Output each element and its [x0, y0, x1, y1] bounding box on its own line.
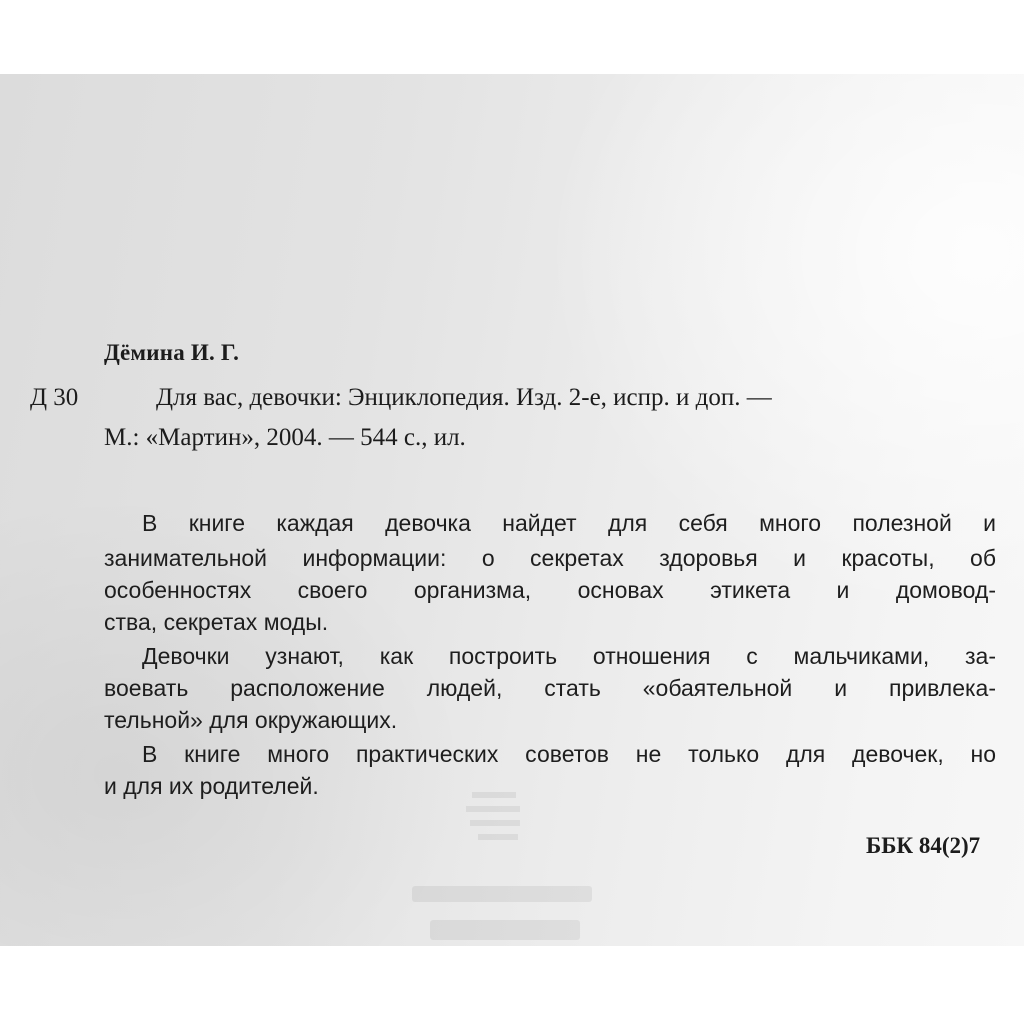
- author-name: Дёмина И. Г.: [104, 340, 240, 365]
- annotation-line: тельной» для окружающих.: [104, 707, 398, 733]
- annotation-line: В книге каждая девочка найдет для себя много полезной и: [142, 510, 996, 536]
- book-page: [0, 74, 1024, 946]
- annotation-line: ства, секретах моды.: [104, 609, 329, 635]
- bibliographic-description-line-2: М.: «Мартин», 2004. — 544 с., ил.: [104, 424, 466, 451]
- annotation-line: Девочки узнают, как построить отношения с мальчиками, за-: [142, 643, 996, 669]
- bbk-classification: ББК 84(2)7: [866, 833, 981, 858]
- annotation-line: и для их родителей.: [104, 773, 319, 799]
- annotation-line: воевать расположение людей, стать «обаятельной и привлека-: [104, 675, 996, 701]
- annotation-line: занимательной информации: о секретах здоровья и красоты, об: [104, 545, 996, 571]
- annotation-line: особенностях своего организма, основах этикета и домовод-: [104, 577, 996, 603]
- catalog-code: Д 30: [30, 384, 79, 411]
- annotation-line: В книге много практических советов не только для девочек, но: [142, 741, 996, 767]
- bibliographic-description-line-1: Для вас, девочки: Энциклопедия. Изд. 2-е, испр. и доп. —: [156, 384, 772, 411]
- show-through-imprint: [400, 784, 640, 944]
